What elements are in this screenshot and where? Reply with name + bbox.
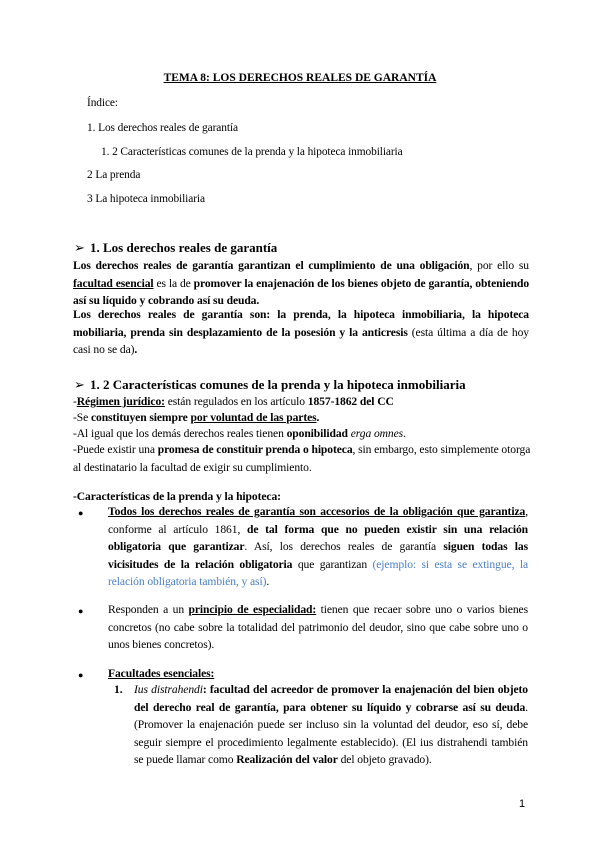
list-number: 1. [114,683,123,696]
bullet-icon: ● [78,508,84,518]
section-heading: ➢ 1. Los derechos reales de garantía [74,240,278,255]
index-item: 1. 2 Características comunes de la prenda y la hipoteca inmobiliaria [101,146,403,158]
index-item: 1. Los derechos reales de garantía [87,122,238,134]
index-item: 2 La prenda [87,169,141,181]
paragraph: Los derechos reales de garantía son: la prenda, la hipoteca inmobiliaria, la hipoteca mobiliaria, prenda sin desplazamiento de la posesión y la anticresis (esta última a día de hoy casi no se da). [73,308,529,356]
arrow-bullet-icon: ➢ [74,240,85,255]
bullet-icon: ● [78,606,84,616]
bullet-icon: ● [78,670,84,680]
page-number: 1 [519,798,526,810]
page-title: TEMA 8: LOS DERECHOS REALES DE GARANTÍA [163,72,437,84]
index-label: Índice: [87,97,118,109]
text-line: -Se constituyen siempre por voluntad de las partes. [73,411,320,424]
subheading: Facultades esenciales: [108,667,215,680]
subheading: -Características de la prenda y la hipoteca: [73,490,281,503]
text-line: -Régimen jurídico: están regulados en los artículo 1857-1862 del CC [73,395,394,408]
index-item: 3 La hipoteca inmobiliaria [87,193,205,205]
arrow-bullet-icon: ➢ [74,377,85,392]
paragraph: Los derechos reales de garantía garantizan el cumplimiento de una obligación, por ello su facultad esencial es la de promover la enajenación de los bienes objeto de garantía, obteniendo así su líquido y cobrando así su deuda. [73,259,530,307]
section-heading: ➢ 1. 2 Características comunes de la prenda y la hipoteca inmobiliaria [74,377,466,392]
bullet-item: Responden a un principio de especialidad: tienen que recaer sobre uno o varios bienes concretos (no cabe sobre la totalidad del patrimonio del deudor, sino que cabe sobre uno o unos bienes concretos). [108,603,528,651]
text-line: -Puede existir una promesa de constituir prenda o hipoteca, sin embargo, esto simplemente otorga al destinatario la facultad de exigir su cumplimiento. [73,443,531,474]
text-line: -Al igual que los demás derechos reales tienen oponibilidad erga omnes. [73,427,406,440]
numbered-item: Ius distrahendi: facultad del acreedor de promover la enajenación del bien objeto del derecho real de garantía, para obtener su líquido y cobrarse así su deuda. (Promover la enajenación puede ser incluso sin la voluntad del deudor, eso sí, debe seguir siempre el procedimiento legalmente establecido). (El ius distrahendi también se puede llamar como Realización del valor del objeto gravado). [134,683,529,766]
bullet-item: Todos los derechos reales de garantía son accesorios de la obligación que garantiza, conforme al artículo 1861, de tal forma que no pueden existir sin una relación obligatoria que garantizar. Así, los derechos reales de garantía siguen todas las vicisitudes de la relación obligatoria que garantizan (ejemplo: si esta se extingue, la relación obligatoria también, y así). [108,505,528,588]
